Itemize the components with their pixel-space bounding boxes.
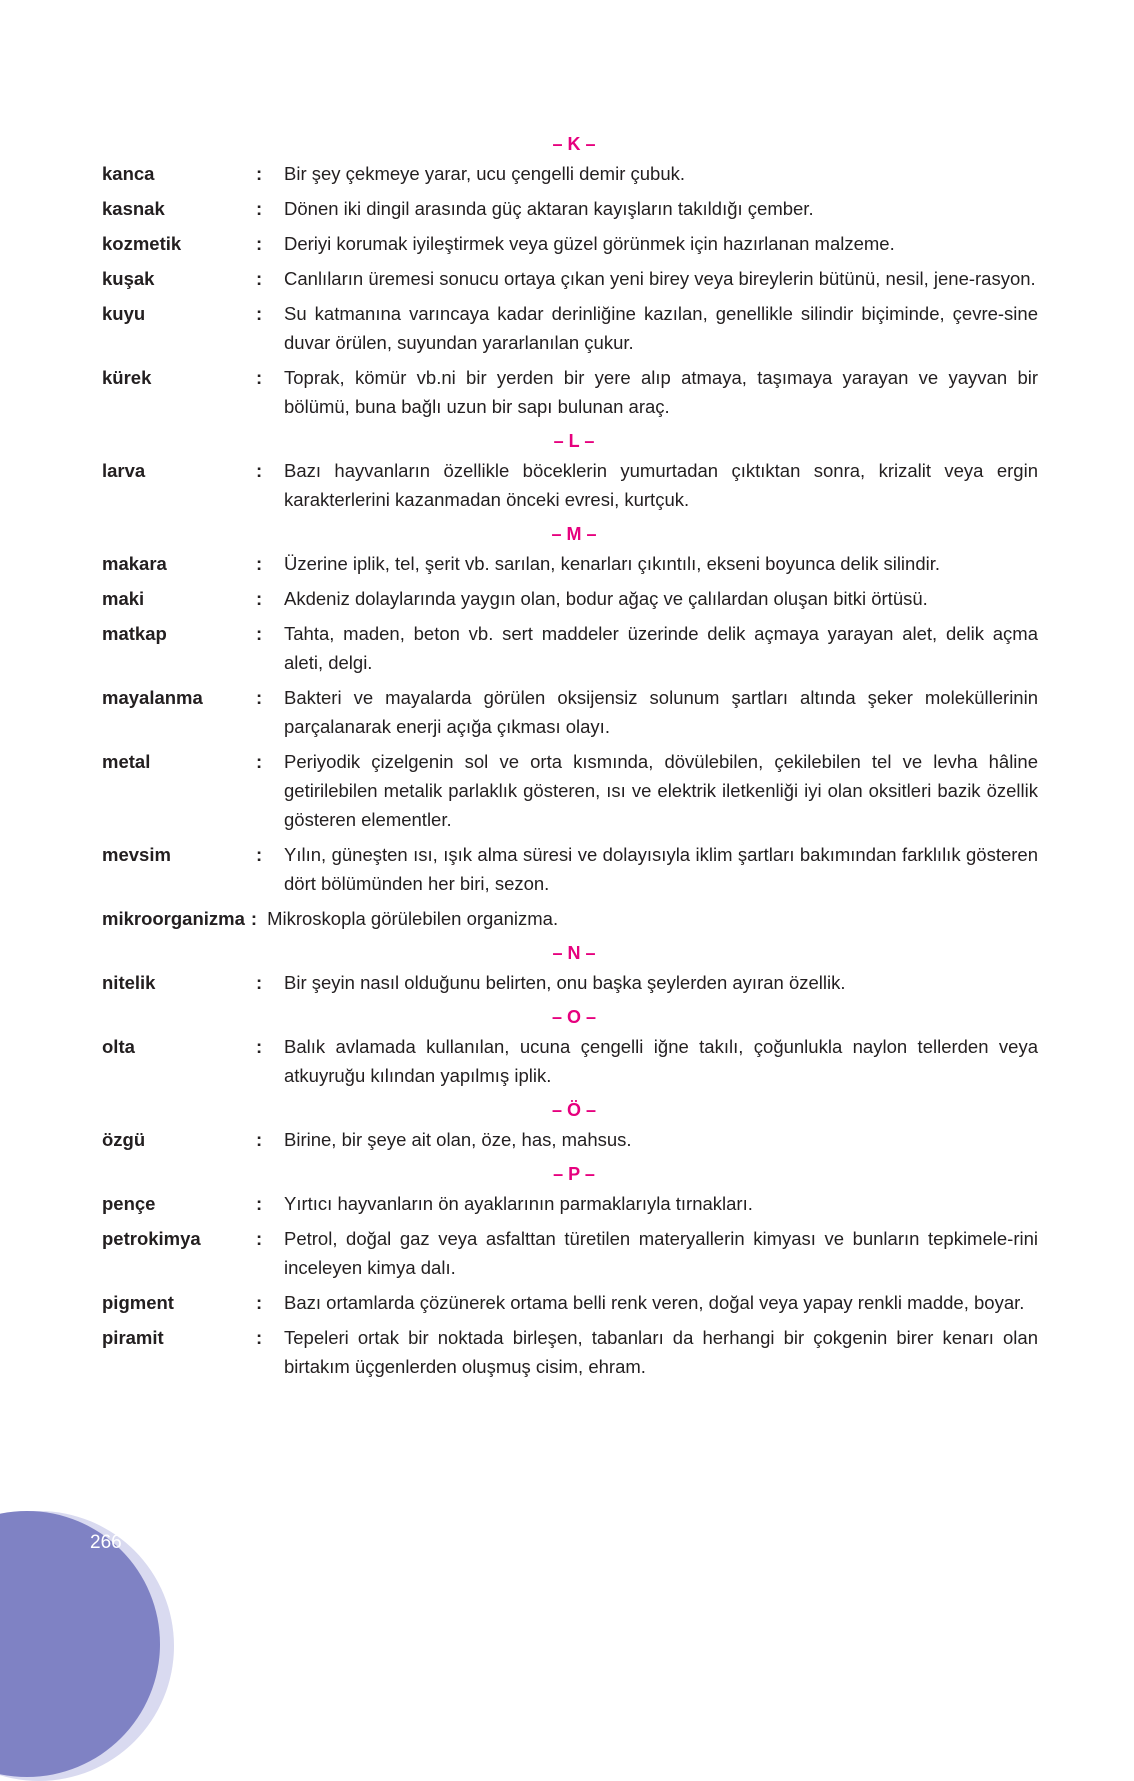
glossary-definition: Yılın, güneşten ısı, ışık alma süresi ve dolayısıyla iklim şartları bakımından farklılık gösteren dört bölümünden her biri, sezon. bbox=[284, 844, 1038, 894]
glossary-term: kuyu bbox=[102, 303, 146, 324]
glossary bbox=[102, 130, 1038, 1387]
glossary-entry bbox=[102, 456, 1038, 514]
glossary-definition: Periyodik çizelgenin sol ve orta kısmında, dövülebilen, çekilebilen tel ve levha hâline getirilebilen metalik parlaklık gösteren, ısı ve elektrik iletkenliği iyi olan oksitleri bazik özellik gösteren elementler. bbox=[284, 751, 1038, 830]
term-separator: : bbox=[256, 233, 263, 254]
glossary-term: maki bbox=[102, 588, 145, 609]
term-separator: : bbox=[256, 972, 263, 993]
glossary-term: kozmetik bbox=[102, 233, 182, 254]
term-separator: : bbox=[256, 844, 263, 865]
glossary-definition: Deriyi korumak iyileştirmek veya güzel görünmek için hazırlanan malzeme. bbox=[284, 233, 895, 254]
glossary-definition: Üzerine iplik, tel, şerit vb. sarılan, kenarları çıkıntılı, ekseni boyunca delik silindir. bbox=[284, 553, 941, 574]
term-separator: : bbox=[256, 460, 263, 481]
glossary-entry bbox=[102, 904, 1038, 933]
glossary-definition: Bazı hayvanların özellikle böceklerin yumurtadan çıktıktan sonra, krizalit veya ergin karakterlerini kazanmadan önceki evresi, kurtçuk. bbox=[284, 460, 1038, 510]
glossary-definition: Bir şey çekmeye yarar, ucu çengelli demir çubuk. bbox=[284, 163, 686, 184]
glossary-definition: Tepeleri ortak bir noktada birleşen, tabanları da herhangi bir çokgenin birer kenarı olan birtakım üçgenlerden oluşmuş cisim, ehram. bbox=[284, 1327, 1038, 1377]
glossary-term: makara bbox=[102, 553, 167, 574]
glossary-entry bbox=[102, 1189, 1038, 1218]
letter-heading: – K – bbox=[552, 134, 596, 154]
letter-heading: – O – bbox=[551, 1007, 597, 1027]
glossary-definition: Tahta, maden, beton vb. sert maddeler üzerinde delik açmaya yarayan alet, delik açma aleti, delgi. bbox=[284, 623, 1038, 673]
term-separator: : bbox=[256, 1228, 263, 1249]
glossary-definition: Canlıların üremesi sonucu ortaya çıkan yeni birey veya bireylerin bütünü, nesil, jene-rasyon. bbox=[284, 268, 1036, 289]
letter-heading: – N – bbox=[552, 943, 596, 963]
glossary-entry bbox=[102, 683, 1038, 741]
letter-heading: – Ö – bbox=[551, 1100, 597, 1120]
term-separator: : bbox=[256, 1327, 263, 1348]
glossary-definition: Mikroskopla görülebilen organizma. bbox=[267, 908, 559, 929]
glossary-term: mevsim bbox=[102, 844, 171, 865]
glossary-entry bbox=[102, 1032, 1038, 1090]
glossary-term: kürek bbox=[102, 367, 152, 388]
term-separator: : bbox=[256, 623, 263, 644]
glossary-term: özgü bbox=[102, 1129, 146, 1150]
glossary-entry bbox=[102, 1323, 1038, 1381]
glossary-definition: Petrol, doğal gaz veya asfalttan türetilen materyallerin kimyası ve bunların tepkimele-rini inceleyen kimya dalı. bbox=[284, 1228, 1038, 1278]
glossary-definition: Yırtıcı hayvanların ön ayaklarının parmaklarıyla tırnakları. bbox=[284, 1193, 753, 1214]
glossary-entry bbox=[102, 747, 1038, 834]
glossary-definition: Bazı ortamlarda çözünerek ortama belli renk veren, doğal veya yapay renkli madde, boyar. bbox=[284, 1292, 1025, 1313]
glossary-entry bbox=[102, 968, 1038, 997]
term-separator: : bbox=[256, 1036, 263, 1057]
glossary-definition: Balık avlamada kullanılan, ucuna çengelli iğne takılı, çoğunlukla naylon tellerden veya atkuyruğu kılından yapılmış iplik. bbox=[284, 1036, 1038, 1086]
term-separator: : bbox=[256, 751, 263, 772]
glossary-term: kasnak bbox=[102, 198, 165, 219]
term-separator: : bbox=[256, 367, 263, 388]
glossary-definition: Bakteri ve mayalarda görülen oksijensiz solunum şartları altında şeker moleküllerinin parçalanarak enerji açığa çıkması olayı. bbox=[284, 687, 1038, 737]
glossary-term: nitelik bbox=[102, 972, 156, 993]
letter-heading: – P – bbox=[553, 1164, 595, 1184]
glossary-term: pigment bbox=[102, 1292, 174, 1313]
glossary-entry bbox=[102, 1224, 1038, 1282]
glossary-term: kanca bbox=[102, 163, 155, 184]
term-separator: : bbox=[256, 163, 263, 184]
glossary-term: petrokimya bbox=[102, 1228, 201, 1249]
term-separator: : bbox=[256, 553, 263, 574]
term-separator: : bbox=[250, 908, 258, 929]
glossary-term: matkap bbox=[102, 623, 167, 644]
glossary-term: kuşak bbox=[102, 268, 155, 289]
glossary-definition: Toprak, kömür vb.ni bir yerden bir yere alıp atmaya, taşımaya yarayan ve yayvan bir bölümü, buna bağlı uzun bir sapı bulunan araç. bbox=[284, 367, 1038, 417]
term-separator: : bbox=[256, 303, 263, 324]
glossary-term: larva bbox=[102, 460, 146, 481]
glossary-entry bbox=[102, 264, 1038, 293]
glossary-entry bbox=[102, 299, 1038, 357]
letter-heading: – L – bbox=[553, 431, 595, 451]
glossary-entry bbox=[102, 549, 1038, 578]
glossary-definition: Akdeniz dolaylarında yaygın olan, bodur ağaç ve çalılardan oluşan bitki örtüsü. bbox=[284, 588, 928, 609]
page-number: 266 bbox=[90, 1532, 122, 1553]
glossary-entry bbox=[102, 1288, 1038, 1317]
letter-heading: – M – bbox=[551, 524, 597, 544]
term-separator: : bbox=[256, 588, 263, 609]
glossary-definition: Birine, bir şeye ait olan, öze, has, mahsus. bbox=[284, 1129, 632, 1150]
glossary-term: olta bbox=[102, 1036, 135, 1057]
glossary-definition: Dönen iki dingil arasında güç aktaran kayışların takıldığı çember. bbox=[284, 198, 814, 219]
glossary-entry bbox=[102, 619, 1038, 677]
term-separator: : bbox=[256, 1129, 263, 1150]
glossary-entry bbox=[102, 159, 1038, 188]
glossary-term: mikroorganizma bbox=[102, 908, 245, 929]
term-separator: : bbox=[256, 687, 263, 708]
glossary-entry bbox=[102, 363, 1038, 421]
glossary-definition: Bir şeyin nasıl olduğunu belirten, onu başka şeylerden ayıran özellik. bbox=[284, 972, 846, 993]
glossary-entry bbox=[102, 1125, 1038, 1154]
glossary-term: metal bbox=[102, 751, 151, 772]
glossary-entry bbox=[102, 229, 1038, 258]
term-separator: : bbox=[256, 1292, 263, 1313]
term-separator: : bbox=[256, 268, 263, 289]
glossary-definition: Su katmanına varıncaya kadar derinliğine kazılan, genellikle silindir biçiminde, çevre-sine duvar örülen, suyundan yararlanılan çukur. bbox=[284, 303, 1038, 353]
glossary-entry bbox=[102, 840, 1038, 898]
glossary-entry bbox=[102, 584, 1038, 613]
glossary-term: mayalanma bbox=[102, 687, 203, 708]
glossary-term: pençe bbox=[102, 1193, 156, 1214]
term-separator: : bbox=[256, 1193, 263, 1214]
glossary-term: piramit bbox=[102, 1327, 164, 1348]
glossary-entry bbox=[102, 194, 1038, 223]
term-separator: : bbox=[256, 198, 263, 219]
